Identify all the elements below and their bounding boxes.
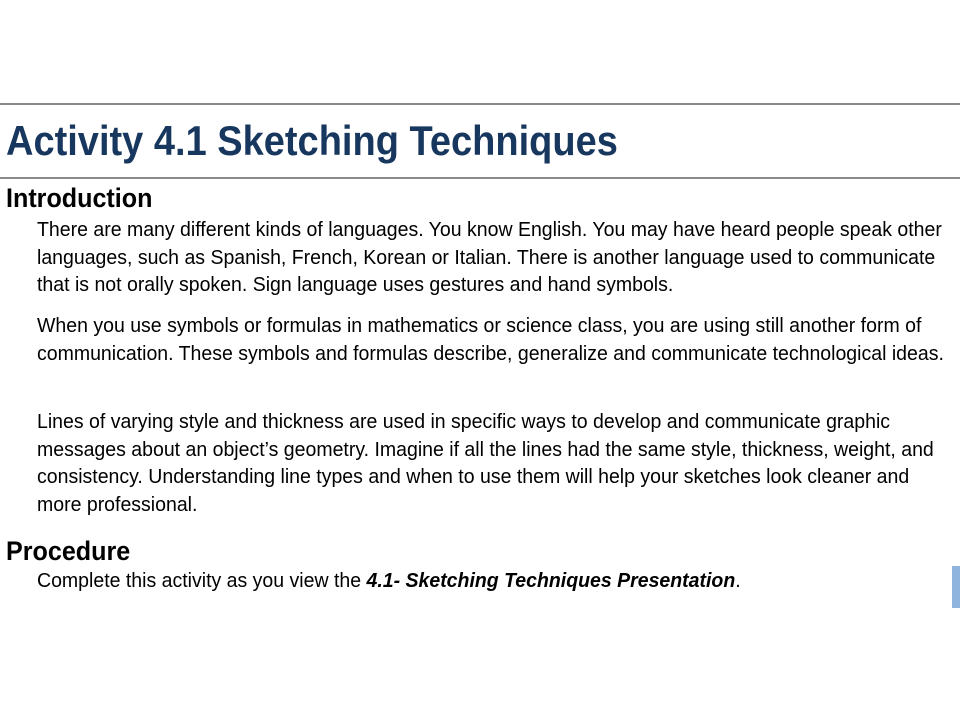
procedure-text-after: .: [735, 570, 741, 592]
top-divider: [0, 103, 960, 105]
intro-paragraph-1: There are many different kinds of languages. You know English. You may have heard people speak other languages, such as Spanish, French, Korean or Italian. There is another language used to communicate that is not orally spoken. Sign language uses gestures and hand symbols.: [37, 219, 942, 296]
page-title: Activity 4.1 Sketching Techniques: [6, 117, 618, 164]
page-edge-marker: [952, 566, 960, 608]
title-divider: [0, 177, 960, 179]
intro-paragraph-2: When you use symbols or formulas in mathematics or science class, you are using still another form of communication. These symbols and formulas describe, generalize and communicate technological ideas.: [37, 315, 944, 365]
introduction-heading: Introduction: [6, 183, 153, 213]
procedure-paragraph: [37, 568, 949, 596]
intro-paragraph-3: Lines of varying style and thickness are used in specific ways to develop and communicate graphic messages about an object’s geometry. Imagine if all the lines had the same style, thickness, weight, and consistency. Understanding line types and when to use them will help your sketches look cleaner and more professional.: [37, 411, 934, 516]
procedure-heading: Procedure: [6, 536, 131, 566]
presentation-name: 4.1- Sketching Techniques Presentation: [366, 570, 736, 592]
procedure-text-before: Complete this activity as you view the: [37, 570, 367, 592]
